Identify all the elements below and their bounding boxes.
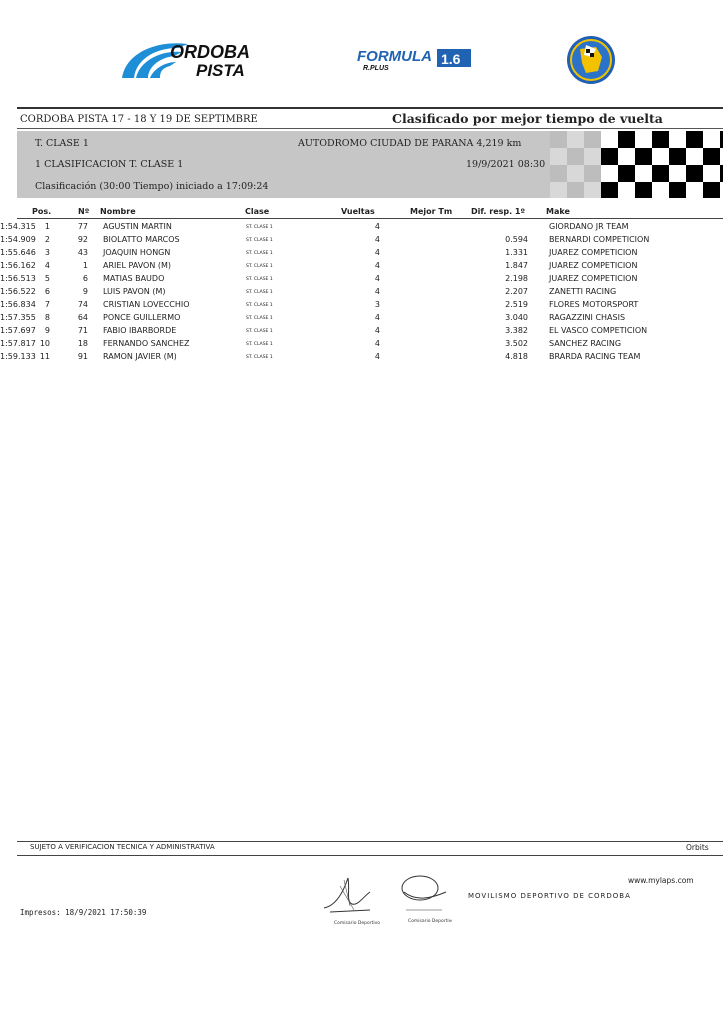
- table-row: [0, 300, 723, 313]
- formula-16-logo: [355, 46, 473, 72]
- category-label: T. CLASE 1: [35, 138, 89, 149]
- cell-class: ST. CLASE 1: [246, 251, 273, 256]
- cell-name: JOAQUIN HONGN: [103, 248, 171, 257]
- cell-make: GIORDANO JR TEAM: [549, 222, 629, 231]
- cell-make: RAGAZZINI CHASIS: [549, 313, 626, 322]
- cell-pos: 8: [44, 313, 50, 322]
- svg-text:FORMULA: FORMULA: [357, 48, 432, 65]
- cell-diff: 2.519: [505, 300, 528, 309]
- cell-pos: 2: [44, 235, 50, 244]
- table-row: [0, 261, 723, 274]
- svg-text:Comisario Deportivo: Comisario Deportivo: [408, 919, 452, 924]
- cell-make: JUAREZ COMPETICION: [549, 274, 638, 283]
- header-rule: [17, 218, 723, 219]
- printed-timestamp: Impresos: 18/9/2021 17:50:39: [20, 908, 147, 917]
- cell-laps: 4: [374, 261, 380, 270]
- table-row: [0, 274, 723, 287]
- cell-num: 71: [77, 326, 88, 335]
- cell-pos: 3: [44, 248, 50, 257]
- cell-num: 74: [77, 300, 88, 309]
- cell-num: 18: [77, 339, 88, 348]
- cell-name: FABIO IBARBORDE: [103, 326, 177, 335]
- cell-make: JUAREZ COMPETICION: [549, 261, 638, 270]
- cell-best: 1:57.817: [0, 339, 36, 348]
- cell-pos: 1: [44, 222, 50, 231]
- cell-num: 92: [77, 235, 88, 244]
- cell-class: ST. CLASE 1: [246, 355, 273, 360]
- cordoba-pista-logo: [118, 38, 260, 80]
- col-header-name: Nombre: [100, 207, 136, 216]
- cell-laps: 4: [374, 339, 380, 348]
- cell-pos: 10: [39, 339, 50, 348]
- cell-class: ST. CLASE 1: [246, 303, 273, 308]
- cell-pos: 6: [44, 287, 50, 296]
- cell-name: LUIS PAVON (M): [103, 287, 166, 296]
- table-row: [0, 339, 723, 352]
- table-row: [0, 235, 723, 248]
- signature-1: [320, 866, 380, 926]
- cell-num: 43: [77, 248, 88, 257]
- cell-diff: 3.382: [505, 326, 528, 335]
- col-header-num: Nº: [78, 207, 90, 216]
- cell-class: ST. CLASE 1: [246, 329, 273, 334]
- orbits-label: Orbits: [686, 843, 709, 852]
- cell-best: 1:54.315: [0, 222, 36, 231]
- cell-laps: 3: [374, 300, 380, 309]
- cell-class: ST. CLASE 1: [246, 342, 273, 347]
- document-title: Clasificado por mejor tiempo de vuelta: [392, 111, 663, 126]
- cell-num: 9: [82, 287, 88, 296]
- svg-text:Comisario Deportivo: Comisario Deportivo: [334, 921, 380, 926]
- cell-pos: 4: [44, 261, 50, 270]
- table-row: [0, 287, 723, 300]
- cell-diff: 4.818: [505, 352, 528, 361]
- cell-pos: 9: [44, 326, 50, 335]
- signature-2: [396, 868, 452, 924]
- cell-best: 1:56.513: [0, 274, 36, 283]
- cell-class: ST. CLASE 1: [246, 277, 273, 282]
- col-header-pos: Pos.: [32, 207, 52, 216]
- cell-name: CRISTIAN LOVECCHIO: [103, 300, 190, 309]
- cell-class: ST. CLASE 1: [246, 316, 273, 321]
- cell-laps: 4: [374, 326, 380, 335]
- col-header-diff: Dif. resp. 1º: [471, 207, 526, 216]
- cell-make: BERNARDI COMPETICION: [549, 235, 650, 244]
- checkered-flag-pattern: [550, 131, 723, 198]
- cell-best: 1:56.834: [0, 300, 36, 309]
- cell-make: EL VASCO COMPETICION: [549, 326, 648, 335]
- cell-diff: 2.207: [505, 287, 528, 296]
- cell-class: ST. CLASE 1: [246, 238, 273, 243]
- svg-text:PISTA: PISTA: [196, 61, 245, 80]
- cell-name: PONCE GUILLERMO: [103, 313, 181, 322]
- col-header-laps: Vueltas: [341, 207, 375, 216]
- cell-laps: 4: [374, 274, 380, 283]
- cell-laps: 4: [374, 287, 380, 296]
- cell-diff: 2.198: [505, 274, 528, 283]
- cell-pos: 7: [44, 300, 50, 309]
- col-header-class: Clase: [245, 207, 270, 216]
- top-rule: [17, 107, 723, 109]
- mylaps-website: www.mylaps.com: [628, 876, 694, 885]
- cell-make: JUAREZ COMPETICION: [549, 248, 638, 257]
- table-row: [0, 313, 723, 326]
- cell-make: ZANETTI RACING: [549, 287, 617, 296]
- cell-diff: 1.331: [505, 248, 528, 257]
- cell-name: BIOLATTO MARCOS: [103, 235, 180, 244]
- cell-name: AGUSTIN MARTIN: [103, 222, 172, 231]
- cell-laps: 4: [374, 235, 380, 244]
- cell-best: 1:55.646: [0, 248, 36, 257]
- cell-laps: 4: [374, 248, 380, 257]
- session-info: Clasificación (30:00 Tiempo) iniciado a 17:09:24: [35, 181, 269, 192]
- cell-num: 91: [77, 352, 88, 361]
- cell-class: ST. CLASE 1: [246, 264, 273, 269]
- cell-class: ST. CLASE 1: [246, 225, 273, 230]
- cell-diff: 0.594: [505, 235, 528, 244]
- cell-best: 1:57.697: [0, 326, 36, 335]
- cell-best: 1:57.355: [0, 313, 36, 322]
- cell-num: 77: [77, 222, 88, 231]
- cell-pos: 5: [44, 274, 50, 283]
- cell-name: FERNANDO SANCHEZ: [103, 339, 190, 348]
- table-row: [0, 352, 723, 365]
- verification-disclaimer: SUJETO A VERIFICACION TECNICA Y ADMINISTRATIVA: [30, 843, 215, 851]
- session-label: 1 CLASIFICACION T. CLASE 1: [35, 159, 184, 170]
- cell-class: ST. CLASE 1: [246, 290, 273, 295]
- cell-diff: 1.847: [505, 261, 528, 270]
- cell-best: 1:56.162: [0, 261, 36, 270]
- cell-pos: 11: [39, 352, 50, 361]
- cell-diff: 3.502: [505, 339, 528, 348]
- title-rule: [17, 128, 723, 129]
- session-datetime: 19/9/2021 08:30: [466, 159, 546, 170]
- svg-text:1.6: 1.6: [441, 51, 461, 67]
- cell-name: ARIEL PAVON (M): [103, 261, 172, 270]
- cell-laps: 4: [374, 352, 380, 361]
- cell-name: MATIAS BAUDO: [103, 274, 165, 283]
- col-header-make: Make: [546, 207, 570, 216]
- cell-best: 1:56.522: [0, 287, 36, 296]
- cell-best: 1:54.909: [0, 235, 36, 244]
- col-header-best: Mejor Tm: [410, 207, 453, 216]
- cell-make: BRARDA RACING TEAM: [549, 352, 641, 361]
- cell-name: RAMON JAVIER (M): [103, 352, 177, 361]
- event-name: CORDOBA PISTA 17 - 18 Y 19 DE SEPTIMBRE: [20, 114, 258, 125]
- cell-make: FLORES MOTORSPORT: [549, 300, 639, 309]
- federation-name: MOVILISMO DEPORTIVO DE CORDOBA: [468, 892, 631, 900]
- cell-num: 1: [82, 261, 88, 270]
- cell-laps: 4: [374, 222, 380, 231]
- cell-laps: 4: [374, 313, 380, 322]
- svg-text:R.PLUS: R.PLUS: [363, 65, 389, 72]
- cordoba-text: ORDOBA: [170, 42, 250, 62]
- federation-badge-logo: [566, 35, 616, 85]
- cell-best: 1:59.133: [0, 352, 36, 361]
- table-row: [0, 326, 723, 339]
- circuit-label: AUTODROMO CIUDAD DE PARANA 4,219 km: [298, 138, 522, 149]
- cell-num: 64: [77, 313, 88, 322]
- table-row: [0, 248, 723, 261]
- cell-diff: 3.040: [505, 313, 528, 322]
- cell-num: 6: [82, 274, 88, 283]
- table-row: [0, 222, 723, 235]
- cell-make: SANCHEZ RACING: [549, 339, 622, 348]
